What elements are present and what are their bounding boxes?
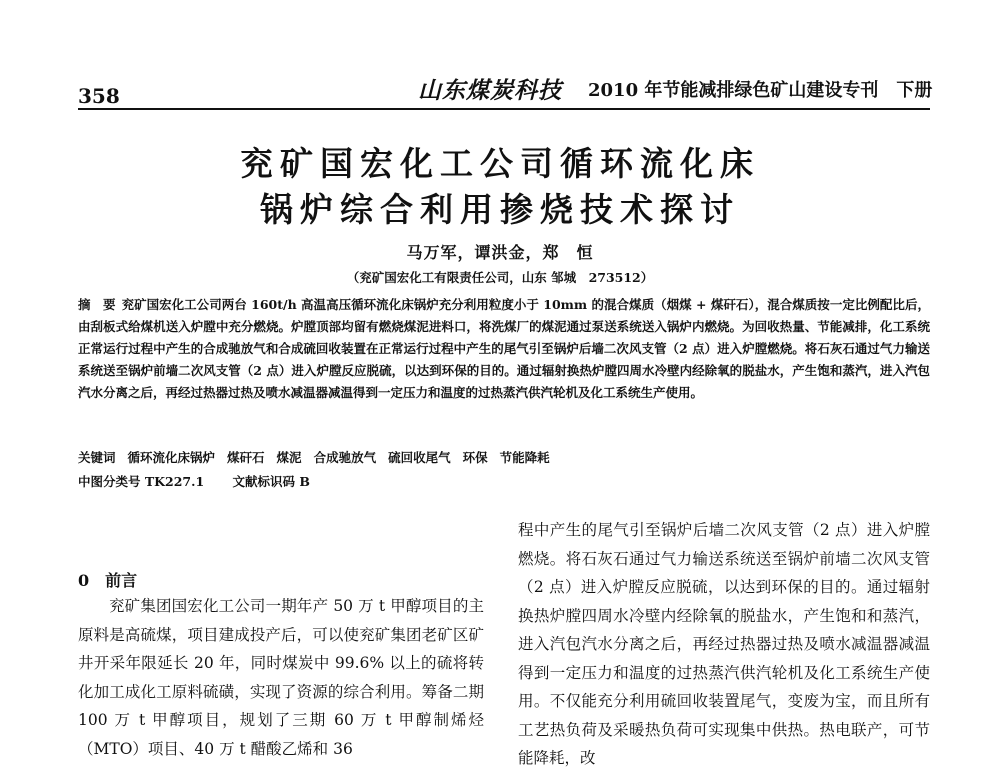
keyword: 合成驰放气 (313, 450, 377, 465)
journal-logo: 山东煤炭科技 (418, 77, 562, 104)
section-heading: 0 前言 (78, 571, 138, 590)
authors: 马万军，谭洪金，郑 恒 (406, 243, 594, 262)
abstract-text: 兖矿国宏化工公司两台 160t/h 高温高压循环流化床锅炉充分利用粒度小于 10mm 的混合煤质（烟煤 + 煤矸石），混合煤质按一定比例配比后，由刮板式给煤机送入炉膛中充分燃烧。炉膛顶部均留有燃烧煤泥进料口，将洗煤厂的煤泥通过泵送系统送入锅炉内燃烧。为回收热量、节能减排，化工系统正常运行过程中产生的合成驰放气和合成硫回收装置在正常运行过程中产生的尾气引至锅炉后墙二次风支管（2 点）进入炉膛燃烧。将石灰石通过气力输送系统送至锅炉前墙二次风支管（2 点）进入炉膛反应脱硫，以达到环保的目的。通过辐射换热炉膛四周水冷壁内经除氧的脱盐水，产生饱和蒸汽，进入汽包汽水分离之后，再经过热器过热及喷水减温器减温得到一定压力和温度的过热蒸汽供汽轮机及化工系统生产使用。 (78, 297, 930, 400)
issue-title: 2010 年节能减排绿色矿山建设专刊 下册 (588, 80, 933, 101)
classification-code: TK227.1 (144, 474, 205, 489)
keywords (78, 448, 930, 466)
keyword: 硫回收尾气 (388, 450, 451, 465)
keyword: 煤矸石 (227, 450, 265, 465)
abstract (78, 294, 930, 404)
classification-label: 中图分类号 (78, 474, 141, 489)
page-number: 358 (78, 84, 120, 108)
keyword: 环保 (462, 450, 488, 465)
keyword: 循环流化床锅炉 (127, 450, 216, 465)
body-right-column: 程中产生的尾气引至锅炉后墙二次风支管（2 点）进入炉膛燃烧。将石灰石通过气力输送系统送至锅炉前墙二次风支管（2 点）进入炉膛反应脱硫，以达到环保的目的。通过辐射换热炉膛四周水冷壁内经除氧的脱盐水，产生饱和和蒸汽，进入汽包汽水分离之后，再经过热器过热及喷水减温器减温得到一定压力和温度的过热蒸汽供汽轮机及化工系统生产使用。不仅能充分利用硫回收装置尾气，变废为宝，而且所有工艺热负荷及采暖热负荷可实现集中供热。热电联产，可节能降耗，改 (518, 521, 930, 767)
classification (78, 472, 930, 490)
keywords-label: 关键词 (78, 450, 116, 465)
document-code: B (299, 474, 310, 489)
abstract-label: 摘 要 (78, 297, 116, 312)
document-code-label: 文献标识码 (232, 474, 296, 489)
article-title-line-1: 兖矿国宏化工公司循环流化床 (240, 144, 760, 183)
affiliation: （兖矿国宏化工有限责任公司，山东 邹城 273512） (346, 270, 654, 285)
body-left-column: 兖矿集团国宏化工公司一期年产 50 万 t 甲醇项目的主原料是高硫煤，项目建成投产后，可以使兖矿集团老矿区矿井开采年限延长 20 年，同时煤炭中 99.6% 以上的硫将转化加工成化工原料硫磺，实现了资源的综合利用。筹备二期 100 万 t 甲醇项目，规划了三期 60 万 t 甲醇制烯烃（MTO）项目、40 万 t 醋酸乙烯和 36 (78, 597, 484, 758)
keyword: 煤泥 (276, 450, 302, 465)
article-title-line-2: 锅炉综合利用掺烧技术探讨 (260, 190, 740, 229)
header-rule (78, 108, 930, 110)
keyword: 节能降耗 (499, 450, 550, 465)
